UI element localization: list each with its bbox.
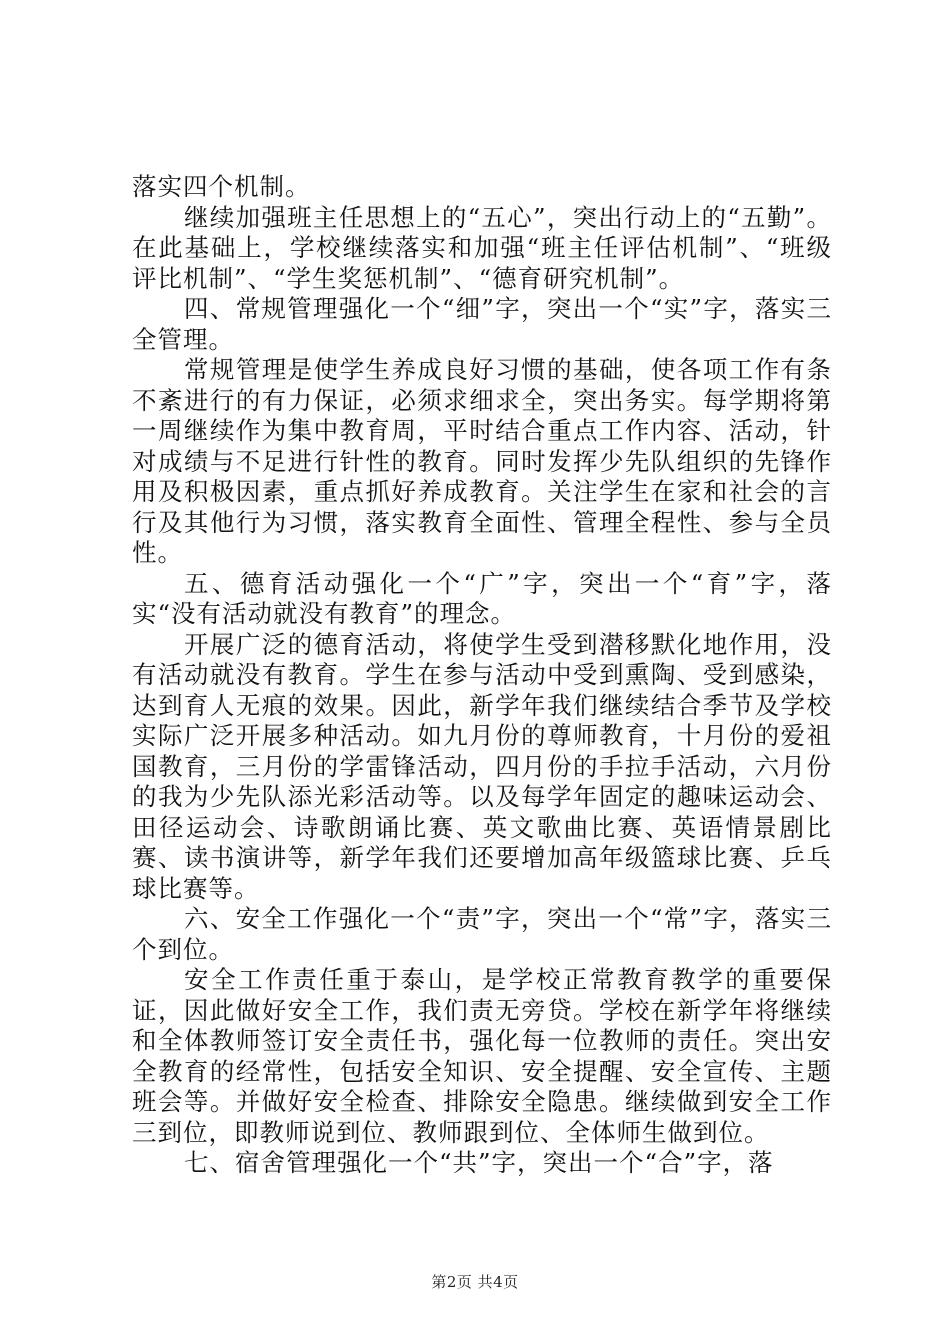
section-heading-4: 四、常规管理强化一个“细”字，突出一个“实”字，落实三全管理。 xyxy=(132,294,832,354)
paragraph-safety-work: 安全工作责任重于泰山，是学校正常教育教学的重要保证，因此做好安全工作，我们责无旁贷。学校在新学年将继续和全体教师签订安全责任书，强化每一位教师的责任。突出安全教育的经常性，包括安全知识、安全提醒、安全宣传、主题班会等。并做好安全检查、排除安全隐患。继续做到安全工作三到位，即教师说到位、教师跟到位、全体师生做到位。 xyxy=(132,965,832,1147)
section-heading-7: 七、宿舍管理强化一个“共”字，突出一个“合”字，落 xyxy=(184,1148,774,1177)
section-heading-6: 六、安全工作强化一个“责”字，突出一个“常”字，落实三个到位。 xyxy=(132,904,832,964)
paragraph-routine-management: 常规管理是使学生养成良好习惯的基础，使各项工作有条不紊进行的有力保证，必须求细求全，突出务实。每学期将第一周继续作为集中教育周，平时结合重点工作内容、活动，针对成绩与不足进行针性的教育。同时发挥少先队组织的先锋作用及积极因素，重点抓好养成教育。关注学生在家和社会的言行及其他行为习惯，落实教育全面性、管理全程性、参与全员性。 xyxy=(132,355,832,567)
page-footer: 第2页 共4页 xyxy=(431,1273,519,1291)
paragraph-moral-activities: 开展广泛的德育活动，将使学生受到潜移默化地作用，没有活动就没有教育。学生在参与活动中受到熏陶、受到感染，达到育人无痕的效果。因此，新学年我们继续结合季节及学校实际广泛开展多种活动。如九月份的尊师教育，十月份的爱祖国教育，三月份的学雷锋活动，四月份的手拉手活动，六月份的我为少先队添光彩活动等。以及每学年固定的趣味运动会、田径运动会、诗歌朗诵比赛、英文歌曲比赛、英语情景剧比赛、读书演讲等，新学年我们还要增加高年级篮球比赛、乒乓球比赛等。 xyxy=(132,629,832,903)
section-heading-5: 五、德育活动强化一个“广”字，突出一个“育”字，落实“没有活动就没有教育”的理念。 xyxy=(132,568,832,628)
paragraph-2: 继续加强班主任思想上的“五心”，突出行动上的“五勤”。在此基础上，学校继续落实和加强“班主任评估机制”、“班级评比机制”、“学生奖惩机制”、“德育研究机制”。 xyxy=(132,202,832,293)
document-body xyxy=(132,172,832,1179)
paragraph-1: 落实四个机制。 xyxy=(132,172,311,201)
